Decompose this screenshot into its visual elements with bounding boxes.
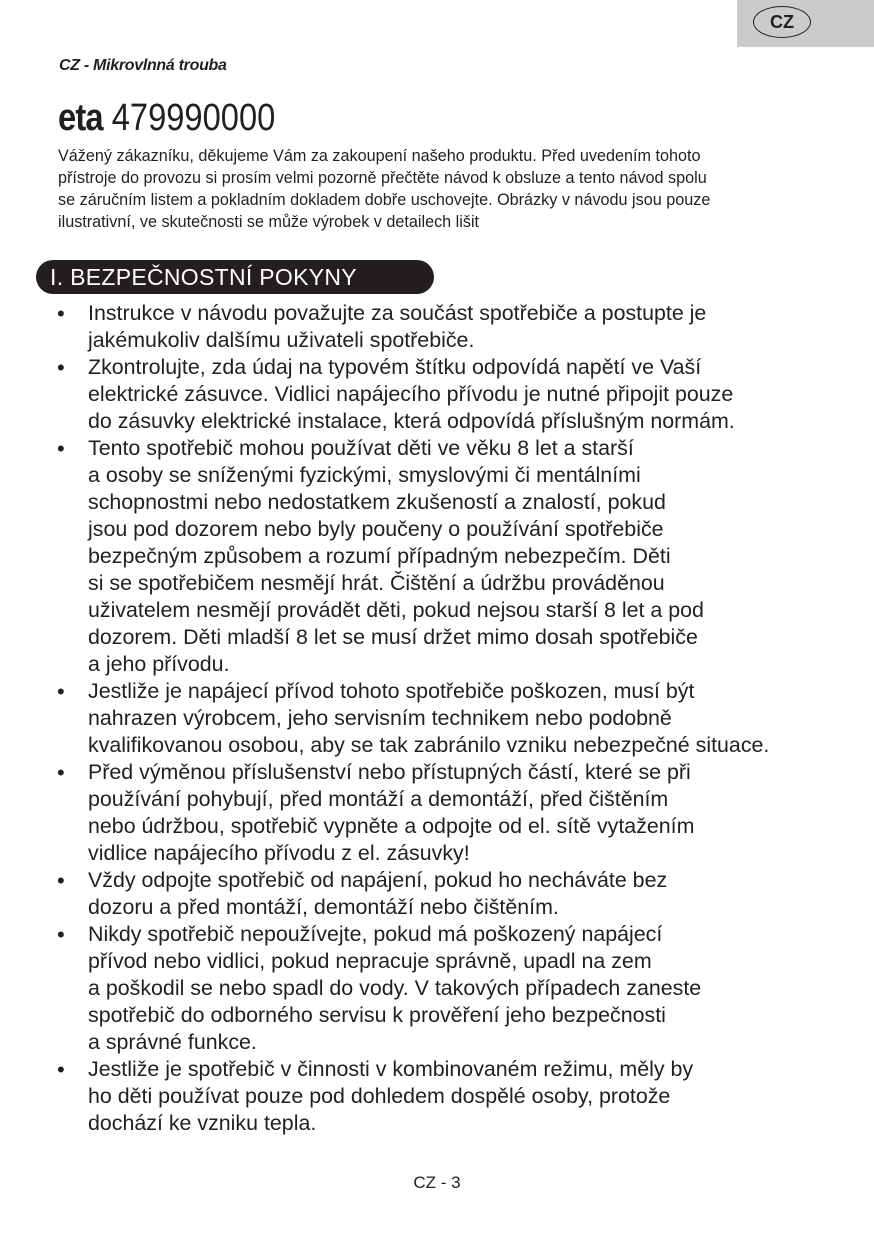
list-item bbox=[57, 435, 847, 678]
language-badge: CZ bbox=[753, 6, 811, 38]
list-item-line: vidlice napájecího přívodu z el. zásuvky! bbox=[88, 841, 470, 865]
list-item-line: spotřebič do odborného servisu k prověření jeho bezpečnosti bbox=[88, 1003, 666, 1027]
list-item-line: uživatelem nesmějí provádět děti, pokud nejsou starší 8 let a pod bbox=[88, 598, 704, 622]
list-item-line: Jestliže je spotřebič v činnosti v kombinovaném režimu, měly by bbox=[88, 1057, 694, 1081]
intro-line: Vážený zákazníku, děkujeme Vám za zakoupení našeho produktu. Před uvedením tohoto bbox=[58, 147, 701, 165]
list-item-line: dozorem. Děti mladší 8 let se musí držet mimo dosah spotřebiče bbox=[88, 625, 698, 649]
list-item-line: do zásuvky elektrické instalace, která odpovídá příslušným normám. bbox=[88, 409, 735, 433]
bullet-icon: • bbox=[57, 868, 65, 893]
list-item-line: dochází ke vzniku tepla. bbox=[88, 1111, 317, 1135]
list-item-line: nebo údržbou, spotřebič vypněte a odpojte od el. sítě vytažením bbox=[88, 814, 695, 838]
list-item-line: schopnostmi nebo nedostatkem zkušeností a znalostí, pokud bbox=[88, 490, 666, 514]
list-item-line: bezpečným způsobem a rozumí případným nebezpečím. Děti bbox=[88, 544, 671, 568]
list-item-line: jakémukoliv dalšímu uživateli spotřebiče. bbox=[88, 328, 475, 352]
list-item-line: a správné funkce. bbox=[88, 1030, 257, 1054]
list-item-line: používání pohybují, před montáží a demontáží, před čištěním bbox=[88, 787, 669, 811]
list-item bbox=[57, 1056, 847, 1137]
bullet-icon: • bbox=[57, 679, 65, 704]
intro-paragraph bbox=[58, 145, 838, 233]
list-item-line: si se spotřebičem nesmějí hrát. Čištění a údržbu prováděnou bbox=[88, 571, 665, 595]
list-item-line: Jestliže je napájecí přívod tohoto spotřebiče poškozen, musí být bbox=[88, 679, 695, 703]
list-item-line: Tento spotřebič mohou používat děti ve věku 8 let a starší bbox=[88, 436, 634, 460]
list-item-line: elektrické zásuvce. Vidlici napájecího přívodu je nutné připojit pouze bbox=[88, 382, 734, 406]
intro-line: se záručním listem a pokladním dokladem dobře uschovejte. Obrázky v návodu jsou pouze bbox=[58, 191, 711, 209]
list-item-line: přívod nebo vidlici, pokud nepracuje správně, upadl na zem bbox=[88, 949, 652, 973]
list-item-line: Vždy odpojte spotřebič od napájení, pokud ho necháváte bez bbox=[88, 868, 668, 892]
model-number: 479990000 bbox=[111, 97, 276, 139]
list-item bbox=[57, 921, 847, 1056]
bullet-icon: • bbox=[57, 436, 65, 461]
bullet-icon: • bbox=[57, 760, 65, 785]
list-item bbox=[57, 300, 847, 354]
brand-name: eta bbox=[58, 97, 103, 139]
document-subtitle: CZ - Mikrovlnná trouba bbox=[59, 57, 227, 74]
list-item-line: Nikdy spotřebič nepoužívejte, pokud má poškozený napájecí bbox=[88, 922, 663, 946]
list-item-line: nahrazen výrobcem, jeho servisním technikem nebo podobně bbox=[88, 706, 672, 730]
language-tab bbox=[737, 0, 874, 47]
intro-line: ilustrativní, ve skutečnosti se může výrobek v detailech lišit bbox=[58, 213, 480, 231]
list-item-line: jsou pod dozorem nebo byly poučeny o používání spotřebiče bbox=[88, 517, 664, 541]
section-heading: I. BEZPEČNOSTNÍ POKYNY bbox=[36, 260, 434, 294]
page-number: CZ - 3 bbox=[413, 1173, 461, 1192]
list-item-line: ho děti používat pouze pod dohledem dospělé osoby, protože bbox=[88, 1084, 671, 1108]
product-title bbox=[58, 96, 275, 140]
list-item bbox=[57, 867, 847, 921]
list-item-line: a osoby se sníženými fyzickými, smyslovými či mentálními bbox=[88, 463, 641, 487]
list-item-line: Před výměnou příslušenství nebo přístupných částí, které se při bbox=[88, 760, 691, 784]
list-item bbox=[57, 678, 847, 759]
bullet-icon: • bbox=[57, 355, 65, 380]
list-item-line: Zkontrolujte, zda údaj na typovém štítku odpovídá napětí ve Vaší bbox=[88, 355, 702, 379]
list-item-line: a poškodil se nebo spadl do vody. V takových případech zaneste bbox=[88, 976, 702, 1000]
safety-instructions-list bbox=[57, 300, 847, 1137]
bullet-icon: • bbox=[57, 1057, 65, 1082]
list-item-line: dozoru a před montáží, demontáží nebo čištěním. bbox=[88, 895, 559, 919]
list-item-line: a jeho přívodu. bbox=[88, 652, 230, 676]
bullet-icon: • bbox=[57, 301, 65, 326]
intro-line: přístroje do provozu si prosím velmi pozorně přečtěte návod k obsluze a tento návod spolu bbox=[58, 169, 707, 187]
list-item bbox=[57, 354, 847, 435]
bullet-icon: • bbox=[57, 922, 65, 947]
list-item bbox=[57, 759, 847, 867]
list-item-line: kvalifikovanou osobou, aby se tak zabránilo vzniku nebezpečné situace. bbox=[88, 733, 770, 757]
list-item-line: Instrukce v návodu považujte za součást spotřebiče a postupte je bbox=[88, 301, 707, 325]
